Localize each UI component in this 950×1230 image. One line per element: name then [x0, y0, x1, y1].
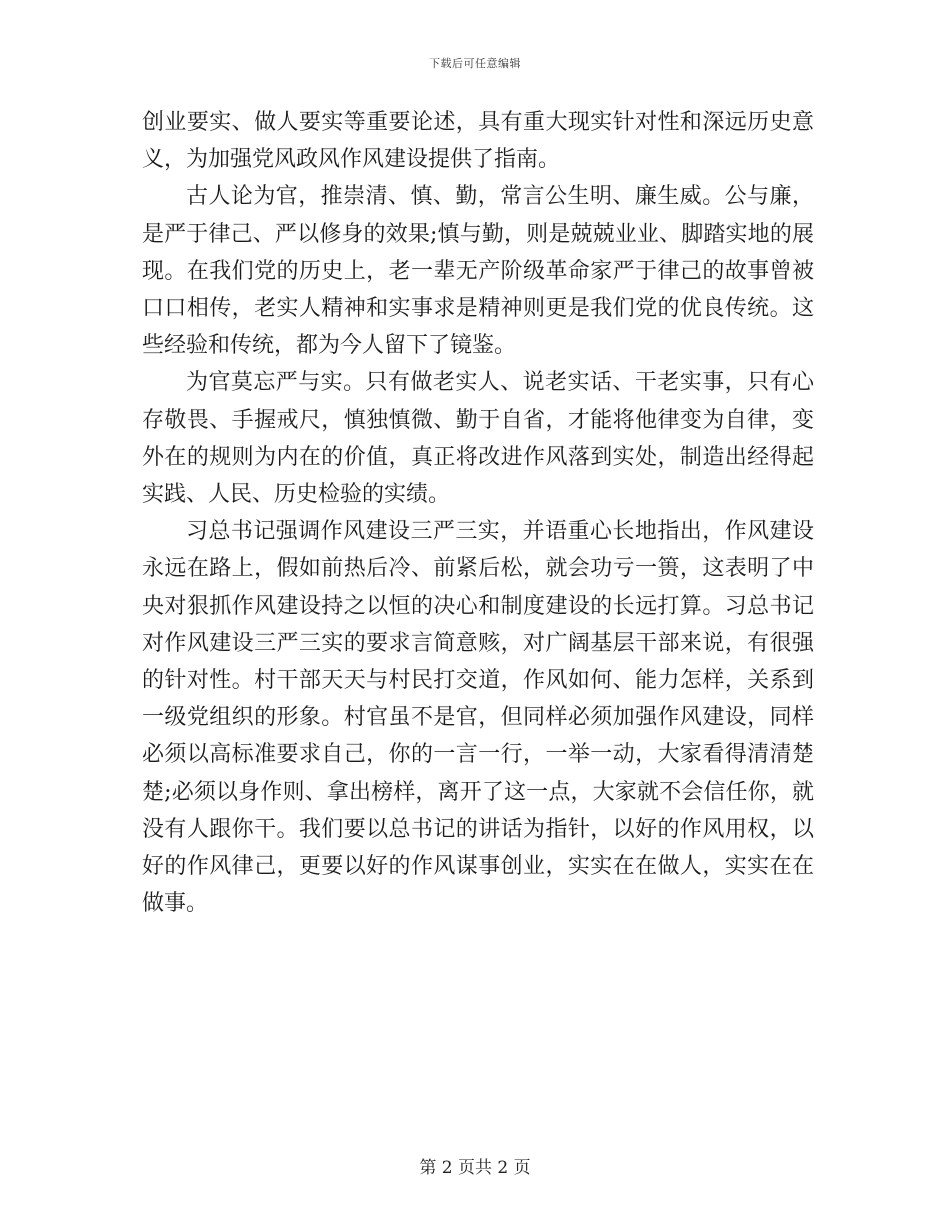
document-body — [142, 104, 814, 922]
paragraph-4: 习总书记强调作风建设三严三实，并语重心长地指出，作风建设永远在路上，假如前热后冷、前紧后松，就会功亏一篑，这表明了中央对狠抓作风建设持之以恒的决心和制度建设的长远打算。习总书记对作风建设三严三实的要求言简意赅，对广阔基层干部来说，有很强的针对性。村干部天天与村民打交道，作风如何、能力怎样，关系到一级党组织的形象。村官虽不是官，但同样必须加强作风建设，同样必须以高标准要求自己，你的一言一行，一举一动，大家看得清清楚楚;必须以身作则、拿出榜样，离开了这一点，大家就不会信任你，就没有人跟你干。我们要以总书记的讲话为指针，以好的作风用权，以好的作风律己，更要以好的作风谋事创业，实实在在做人，实实在在做事。 — [142, 519, 814, 917]
paragraph-1: 创业要实、做人要实等重要论述，具有重大现实针对性和深远历史意义，为加强党风政风作风建设提供了指南。 — [142, 110, 814, 173]
page-footer: 第 2 页共 2 页 — [419, 1158, 531, 1178]
paragraph-3: 为官莫忘严与实。只有做老实人、说老实话、干老实事，只有心存敬畏、手握戒尺，慎独慎微、勤于自省，才能将他律变为自律，变外在的规则为内在的价值，真正将改进作风落到实处，制造出经得起实践、人民、历史检验的实绩。 — [142, 370, 814, 508]
page-header: 下载后可任意编辑 — [429, 57, 521, 70]
paragraph-2: 古人论为官，推崇清、慎、勤，常言公生明、廉生威。公与廉，是严于律己、严以修身的效果;慎与勤，则是兢兢业业、脚踏实地的展现。在我们党的历史上，老一辈无产阶级革命家严于律己的故事曾被口口相传，老实人精神和实事求是精神则更是我们党的优良传统。这些经验和传统，都为今人留下了镜鉴。 — [142, 184, 814, 359]
